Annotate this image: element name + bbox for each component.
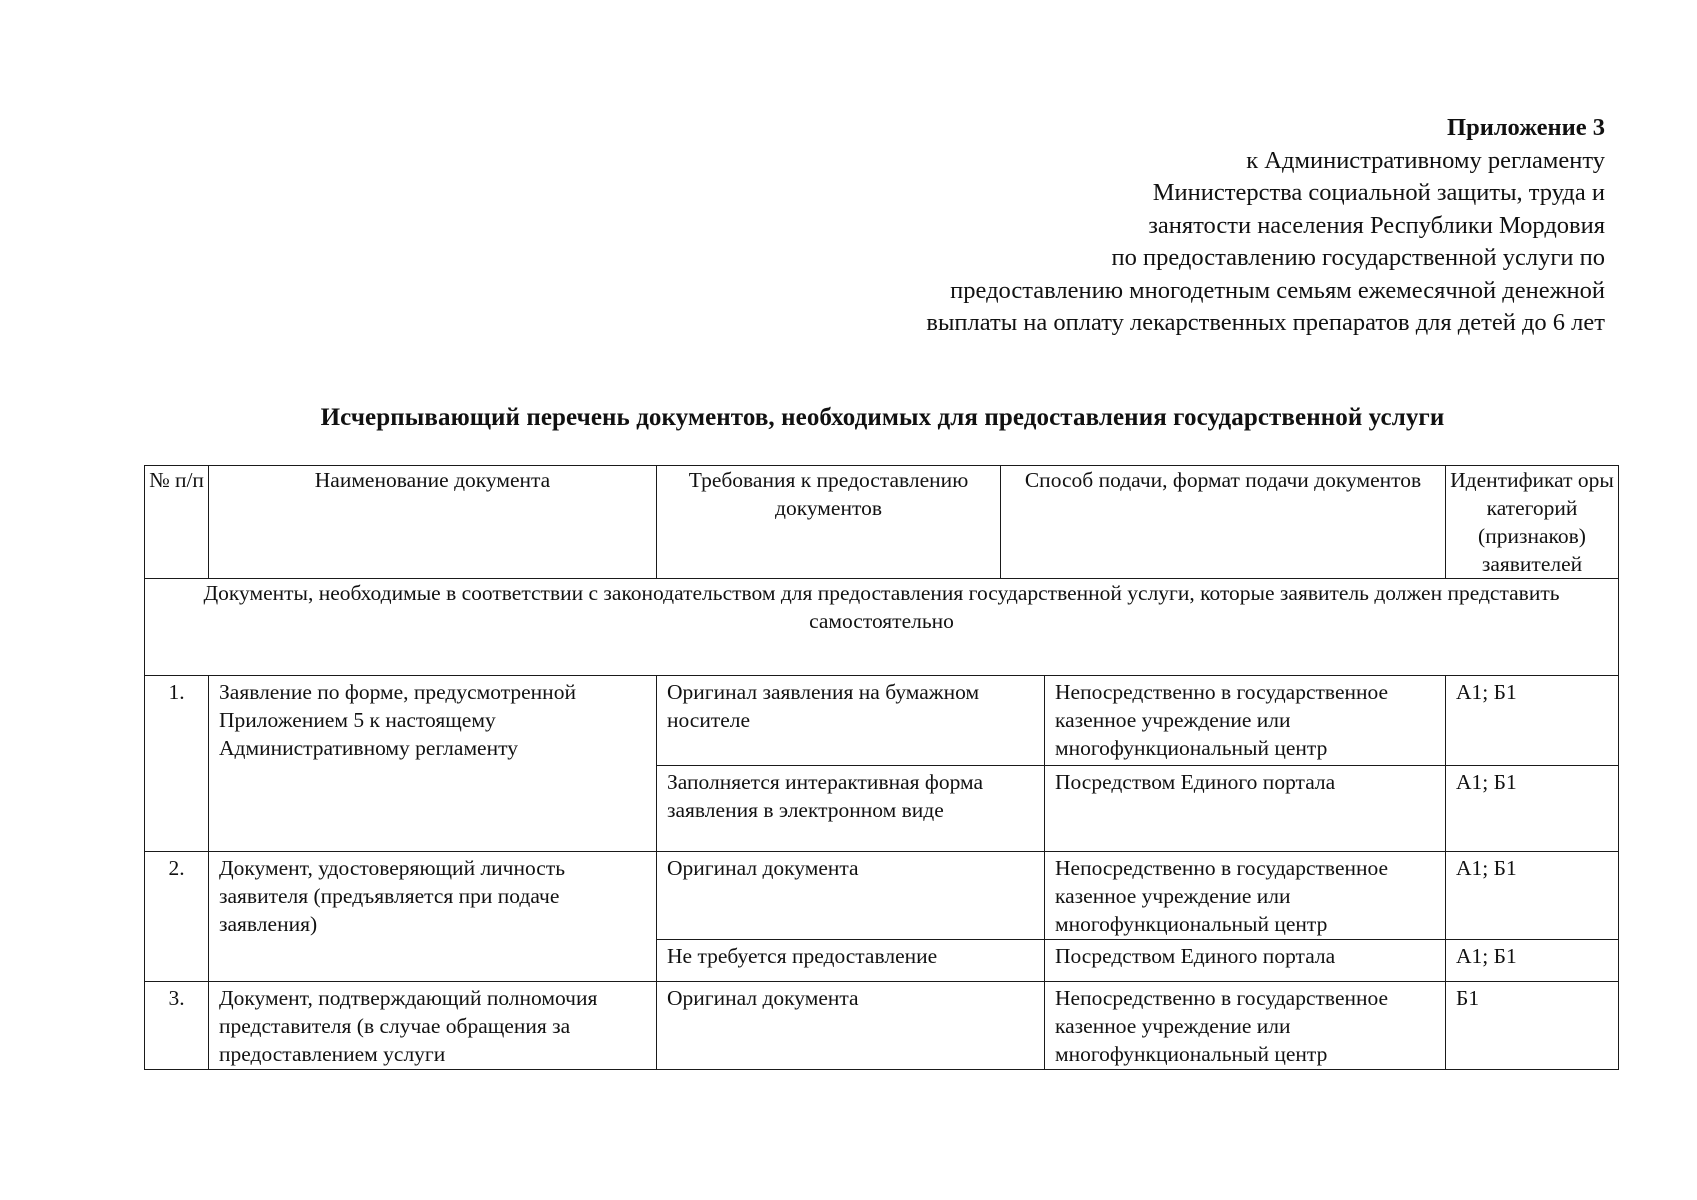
identifier-cell: А1; Б1 [1446,940,1619,982]
method-cell: Непосредственно в государственное казенное учреждение или многофункциональный центр [1045,852,1446,940]
header-identifiers: Идентификат оры категорий (признаков) заявителей [1446,466,1619,579]
appendix-title: Приложение 3 [1447,114,1605,141]
method-cell: Посредством Единого портала [1045,766,1446,852]
table-row [145,982,1619,1070]
row-number: 2. [145,852,209,982]
method-cell: Непосредственно в государственное казенное учреждение или многофункциональный центр [1045,676,1446,766]
method-cell: Посредством Единого портала [1045,940,1446,982]
requirement-cell: Не требуется предоставление [657,940,1045,982]
requirement-cell: Оригинал документа [657,852,1045,940]
row-number: 1. [145,676,209,852]
documents-table [144,465,1619,1070]
section-title: Документы, необходимые в соответствии с законодательством для предоставления государственной услуги, которые заявитель должен представить самостоятельно [145,579,1619,676]
requirement-cell: Оригинал документа [657,982,1045,1070]
document-name: Документ, подтверждающий полномочия представителя (в случае обращения за предоставлением услуги [209,982,657,1070]
appendix-line: выплаты на оплату лекарственных препаратов для детей до 6 лет [926,309,1605,336]
appendix-line: по предоставлению государственной услуги по [1111,244,1605,271]
section-row [145,579,1619,676]
table-header-row [145,466,1619,579]
header-requirements: Требования к предоставлению документов [657,466,1001,579]
method-cell: Непосредственно в государственное казенное учреждение или многофункциональный центр [1045,982,1446,1070]
identifier-cell: А1; Б1 [1446,676,1619,766]
appendix-line: к Административному регламенту [1246,146,1605,174]
requirement-cell: Заполняется интерактивная форма заявления в электронном виде [657,766,1045,852]
table-row [145,852,1619,940]
row-number: 3. [145,982,209,1070]
appendix-line: предоставлению многодетным семьям ежемесячной денежной [950,276,1605,304]
document-name: Документ, удостоверяющий личность заявителя (предъявляется при подаче заявления) [209,852,657,982]
header-method: Способ подачи, формат подачи документов [1001,466,1446,579]
appendix-block [926,112,1605,340]
identifier-cell: А1; Б1 [1446,852,1619,940]
identifier-cell: А1; Б1 [1446,766,1619,852]
appendix-line: занятости населения Республики Мордовия [1148,211,1605,239]
identifier-cell: Б1 [1446,982,1619,1070]
table-row [145,676,1619,766]
header-num: № п/п [145,466,209,579]
header-name: Наименование документа [209,466,657,579]
document-name: Заявление по форме, предусмотренной Приложением 5 к настоящему Административному регламенту [209,676,657,852]
requirement-cell: Оригинал заявления на бумажном носителе [657,676,1045,766]
document-title: Исчерпывающий перечень документов, необходимых для предоставления государственной услуги [320,404,1445,431]
appendix-line: Министерства социальной защиты, труда и [1152,179,1605,206]
